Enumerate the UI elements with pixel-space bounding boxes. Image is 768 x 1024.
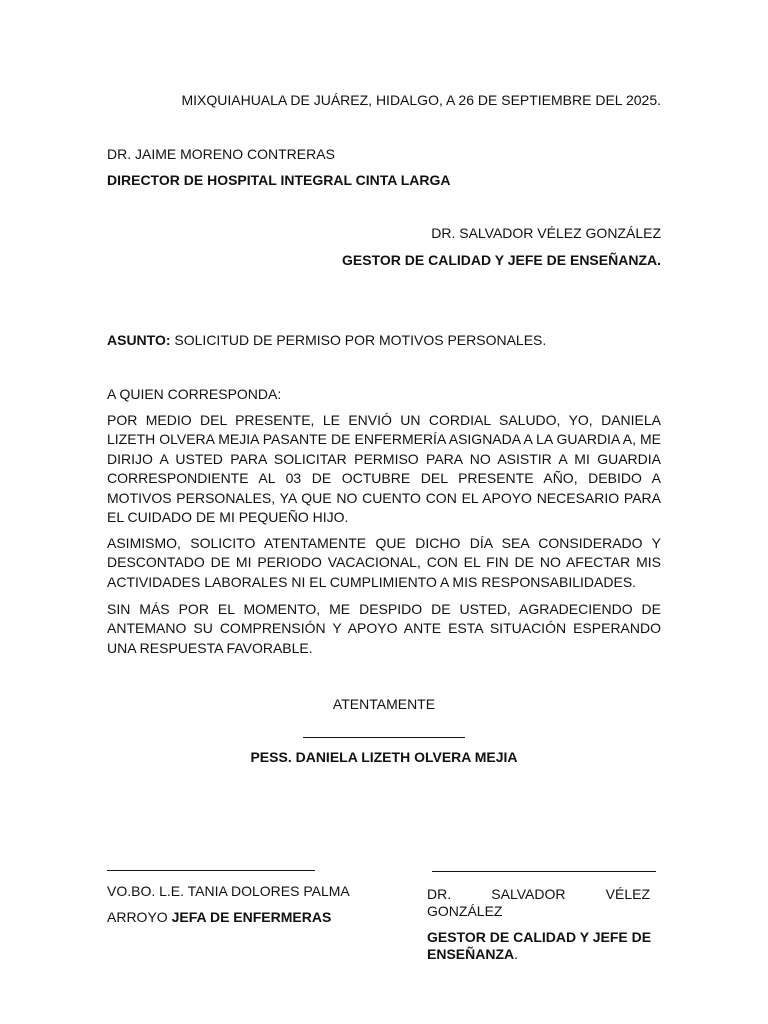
recipient-1-title: DIRECTOR DE HOSPITAL INTEGRAL CINTA LARGA xyxy=(107,172,451,188)
signature-line xyxy=(303,737,465,738)
vobo-line-1: VO.BO. L.E. TANIA DOLORES PALMA xyxy=(107,883,350,899)
closing: ATENTAMENTE xyxy=(332,696,436,712)
recipient-2-title: GESTOR DE CALIDAD Y JEFE DE ENSEÑANZA. xyxy=(342,252,661,268)
cosign-title-period: . xyxy=(514,946,519,962)
cosign-title xyxy=(427,929,657,963)
cosign-name: DR. SALVADOR VÉLEZ GONZÁLEZ xyxy=(427,886,650,919)
salutation: A QUIEN CORRESPONDA: xyxy=(107,386,282,402)
subject-label: ASUNTO: xyxy=(107,332,171,348)
vobo-role: JEFA DE ENFERMERAS xyxy=(171,909,332,925)
vobo-line-2 xyxy=(107,908,367,926)
place-date: MIXQUIAHUALA DE JUÁREZ, HIDALGO, A 26 DE SEPTIEMBRE DEL 2025. xyxy=(181,92,661,108)
vobo-line-2-text: ARROYO xyxy=(107,909,172,925)
recipient-1-name: DR. JAIME MORENO CONTRERAS xyxy=(107,146,335,162)
subject-text: SOLICITUD DE PERMISO POR MOTIVOS PERSONALES. xyxy=(170,332,547,348)
cosign-signature-line xyxy=(432,871,656,872)
body-paragraph-1: POR MEDIO DEL PRESENTE, LE ENVIÓ UN CORDIAL SALUDO, YO, DANIELA LIZETH OLVERA MEJIA PASANTE DE ENFERMERÍA ASIGNADA A LA GUARDIA A, ME DIRIJO A USTED PARA SOLICITAR PERMISO PARA NO ASISTIR A MI GUARDIA CORRESPONDIENTE AL 03 DE OCTUBRE DEL PRESENTE AÑO, DEBIDO A MOTIVOS PERSONALES, YA QUE NO CUENTO CON EL APOYO NECESARIO PARA EL CUIDADO DE MI PEQUEÑO HIJO. xyxy=(107,412,661,526)
body-paragraph-2: ASIMISMO, SOLICITO ATENTAMENTE QUE DICHO DÍA SEA CONSIDERADO Y DESCONTADO DE MI PERIODO VACACIONAL, CON EL FIN DE NO AFECTAR MIS ACTIVIDADES LABORALES NI EL CUMPLIMIENTO A MIS RESPONSABILIDADES. xyxy=(107,535,661,590)
signer-name: PESS. DANIELA LIZETH OLVERA MEJIA xyxy=(250,749,518,765)
vobo-signature-line xyxy=(107,870,315,871)
body-paragraph-3: SIN MÁS POR EL MOMENTO, ME DESPIDO DE USTED, AGRADECIENDO DE ANTEMANO SU COMPRENSIÓN Y APOYO ANTE ESTA SITUACIÓN ESPERANDO UNA RESPUESTA FAVORABLE. xyxy=(107,601,661,656)
cosign-title-text: GESTOR DE CALIDAD Y JEFE DE ENSEÑANZA xyxy=(427,929,652,962)
subject-line xyxy=(107,331,661,349)
recipient-2-name: DR. SALVADOR VÉLEZ GONZÁLEZ xyxy=(431,225,661,241)
